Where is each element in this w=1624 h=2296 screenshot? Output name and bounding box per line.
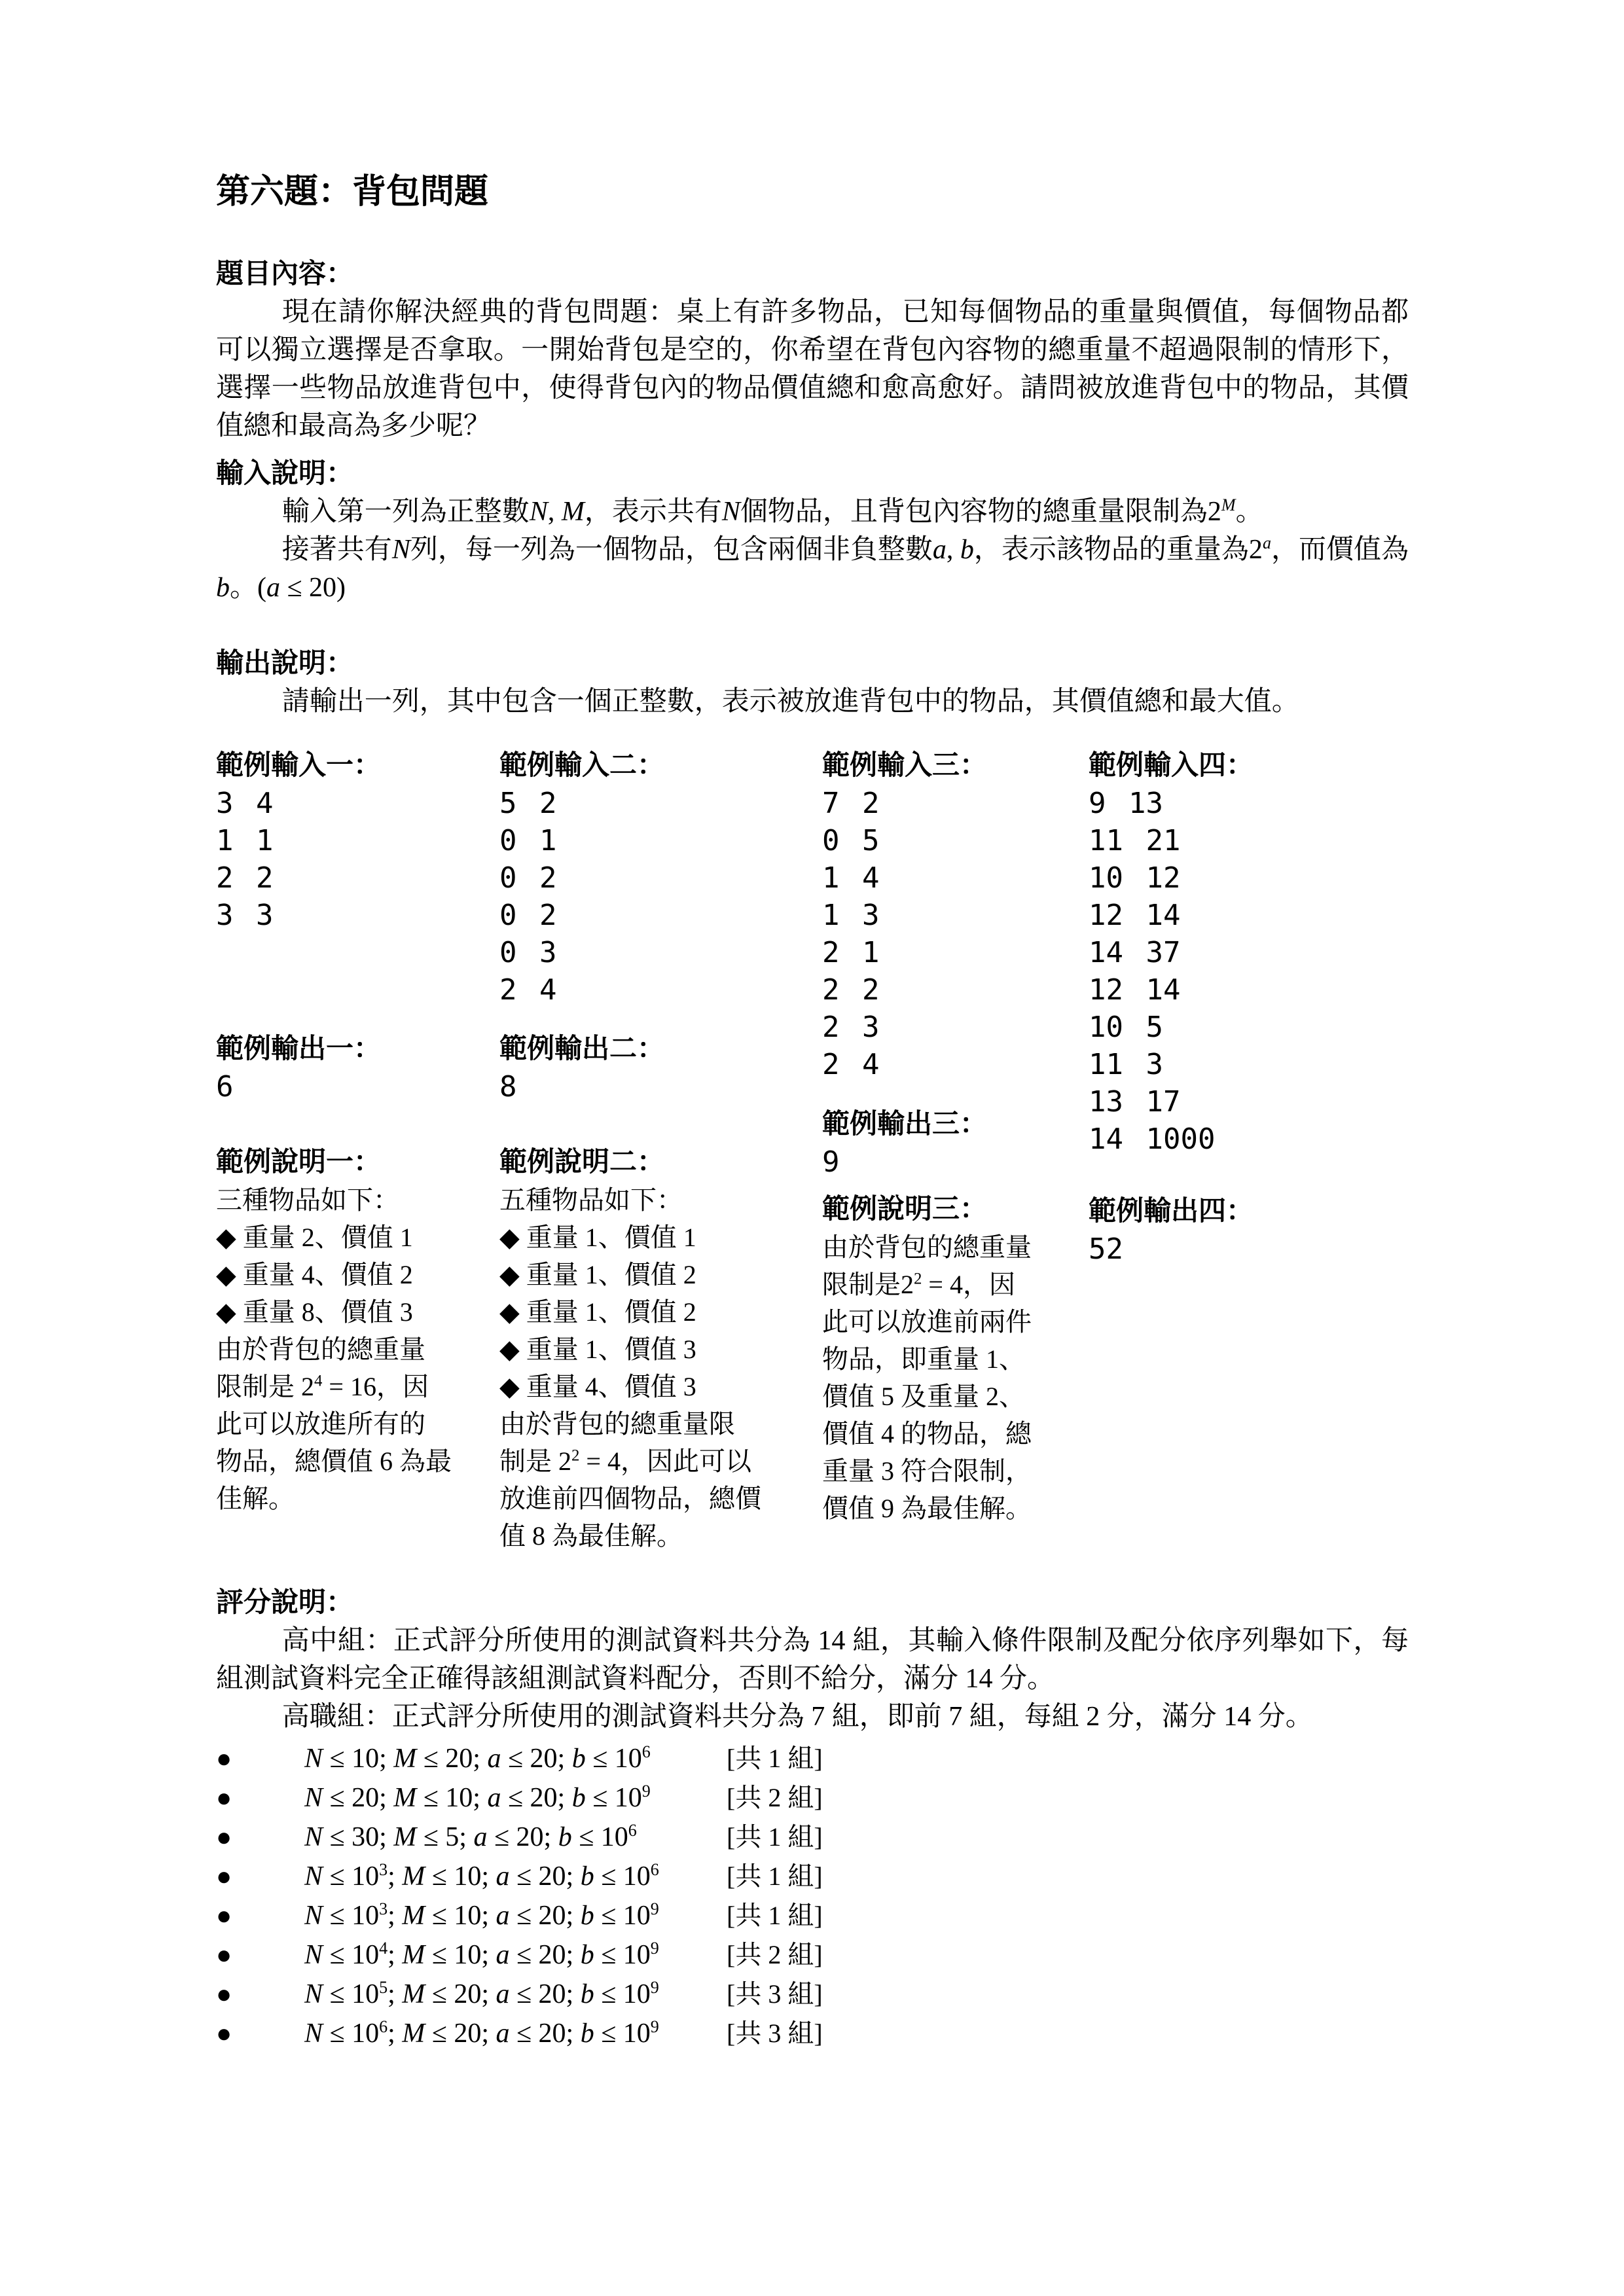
constraint-math: $N \le 10^3$; M ≤ 10; a ≤ 20; $b \le 10^9$: [304, 1899, 659, 1931]
constraint-group-count: [共 2 組]: [727, 1940, 823, 1969]
bullet-icon: ●: [216, 1901, 232, 1930]
input-paragraph-2: 接著共有N列，每一列為一個物品，包含兩個非負整數a, b，表示該物品的重量為2$^a$，而價值為b。(a ≤ 20): [216, 533, 1409, 603]
constraint-item: [216, 1935, 1409, 1975]
sample-column-4: [1089, 747, 1409, 1268]
sample-output-value-4: 52: [1089, 1232, 1123, 1266]
bullet-icon: ●: [216, 1783, 232, 1812]
bullet-icon: ●: [216, 2018, 232, 2048]
sample-explain-text-3: 由於背包的總重量 限制是$2^2 = 4$，因 此可以放進前兩件 物品，即重量 1、 價值 5 及重量 2、 價值 4 的物品，總 重量 3 符合限制， 價值 9 為最佳解。: [822, 1232, 1032, 1523]
problem-paragraph: 現在請你解決經典的背包問題：桌上有許多物品，已知每個物品的重量與價值，每個物品都可以獨立選擇是否拿取。一開始背包是空的，你希望在背包內容物的總重量不超過限制的情形下，選擇一些物品放進背包中，使得背包內的物品價值總和愈高愈好。請問被放進背包中的物品，其價值總和最高為多少呢？: [216, 297, 1409, 441]
constraint-group-count: [共 3 組]: [727, 1979, 823, 2009]
section-heading-output: 輸出說明：: [216, 649, 354, 679]
bullet-icon: ●: [216, 1822, 232, 1852]
bullet-icon: ●: [216, 1861, 232, 1891]
constraint-item: [216, 1818, 1409, 1857]
sample-explain-heading-1: 範例說明一：: [216, 1147, 382, 1177]
constraint-item: [216, 1739, 1409, 1778]
constraint-math: $N \le 10^3$; M ≤ 10; a ≤ 20; $b \le 10^6$: [304, 1860, 659, 1892]
constraint-group-count: [共 3 組]: [727, 2018, 823, 2048]
sample-input-heading-1: 範例輸入一：: [216, 751, 382, 781]
sample-output-heading-2: 範例輸出二：: [499, 1034, 665, 1064]
output-paragraph: 請輸出一列，其中包含一個正整數，表示被放進背包中的物品，其價值總和最大值。: [281, 687, 1299, 717]
section-heading-problem: 題目內容：: [216, 259, 354, 289]
sample-input-heading-2: 範例輸入二：: [499, 751, 665, 781]
sample-input-heading-4: 範例輸入四：: [1089, 751, 1254, 781]
constraint-item: [216, 1896, 1409, 1935]
bullet-icon: ●: [216, 1979, 232, 2009]
sample-explain-heading-3: 範例說明三：: [822, 1194, 988, 1225]
constraint-group-count: [共 1 組]: [727, 1744, 823, 1773]
sample-input-block-2: 5 2 0 1 0 2 0 2 0 3 2 4: [499, 787, 557, 1007]
bullet-icon: ●: [216, 1940, 232, 1969]
sample-explain-heading-2: 範例說明二：: [499, 1147, 665, 1177]
constraint-group-count: [共 1 組]: [727, 1901, 823, 1930]
sample-input-heading-3: 範例輸入三：: [822, 751, 988, 781]
constraint-math: $N \le 10^6$; M ≤ 20; a ≤ 20; $b \le 10^9$: [304, 2017, 659, 2049]
scoring-paragraph-2: 高職組：正式評分所使用的測試資料共分為 7 組，即前 7 組，每組 2 分，滿分 14 分。: [281, 1702, 1313, 1732]
constraint-item: [216, 1857, 1409, 1896]
sample-output-heading-1: 範例輸出一：: [216, 1034, 382, 1064]
sample-column-2: [499, 747, 822, 1554]
constraint-math: $N \le 10^5$; M ≤ 20; a ≤ 20; $b \le 10^9$: [304, 1978, 659, 2009]
constraint-group-count: [共 1 組]: [727, 1822, 823, 1852]
input-paragraph-1: 輸入第一列為正整數N, M，表示共有N個物品，且背包內容物的總重量限制為$2^M$。: [281, 495, 1263, 527]
sample-output-value-3: 9: [822, 1145, 840, 1179]
sample-explain-text-2: 五種物品如下： ◆ 重量 1、價值 1 ◆ 重量 1、價值 2 ◆ 重量 1、價值 2 ◆ 重量 1、價值 3 ◆ 重量 4、價值 3 由於背包的總重量限 制是 $2^2 = 4$，因此可以 放進前四個物品，總價 值 8 為最佳解。: [499, 1185, 761, 1551]
constraint-math: N ≤ 30; M ≤ 5; a ≤ 20; $b \le 10^6$: [304, 1821, 637, 1852]
sample-input-block-3: 7 2 0 5 1 4 1 3 2 1 2 2 2 3 2 4: [822, 787, 880, 1081]
constraint-math: $N \le 10^4$; M ≤ 10; a ≤ 20; $b \le 10^9$: [304, 1939, 659, 1970]
constraint-item: [216, 1778, 1409, 1818]
sample-column-1: [216, 747, 499, 1517]
constraint-item: [216, 2014, 1409, 2053]
sample-output-value-1: 6: [216, 1070, 234, 1103]
scoring-paragraph-1: 高中組：正式評分所使用的測試資料共分為 14 組，其輸入條件限制及配分依序列舉如下，每組測試資料完全正確得該組測試資料配分，否則不給分，滿分 14 分。: [216, 1626, 1409, 1694]
sample-explain-text-1: 三種物品如下： ◆ 重量 2、價值 1 ◆ 重量 4、價值 2 ◆ 重量 8、價值 3 由於背包的總重量 限制是 $2^4 = 16$，因 此可以放進所有的 物品，總價值 6 為最 佳解。: [216, 1185, 452, 1513]
page-title: 第六題：背包問題: [216, 173, 489, 211]
constraint-math: N ≤ 20; M ≤ 10; a ≤ 20; $b \le 10^9$: [304, 1782, 651, 1813]
constraint-list: [216, 1739, 1409, 2053]
sample-output-heading-4: 範例輸出四：: [1089, 1196, 1254, 1227]
constraint-item: [216, 1975, 1409, 2014]
sample-output-value-2: 8: [499, 1070, 517, 1103]
bullet-icon: ●: [216, 1744, 232, 1773]
section-heading-scoring: 評分說明：: [216, 1588, 354, 1618]
sample-output-heading-3: 範例輸出三：: [822, 1109, 988, 1139]
constraint-group-count: [共 2 組]: [727, 1783, 823, 1812]
sample-input-block-4: 9 13 11 21 10 12 12 14 14 37 12 14 10 5 11 3 13 17 14 1000: [1089, 787, 1216, 1156]
section-heading-input: 輸入說明：: [216, 459, 354, 489]
sample-input-block-1: 3 4 1 1 2 2 3 3: [216, 787, 274, 932]
constraint-math: N ≤ 10; M ≤ 20; a ≤ 20; $b \le 10^6$: [304, 1742, 651, 1774]
constraint-group-count: [共 1 組]: [727, 1861, 823, 1891]
sample-column-3: [822, 747, 1089, 1527]
samples-region: [216, 747, 1409, 1562]
